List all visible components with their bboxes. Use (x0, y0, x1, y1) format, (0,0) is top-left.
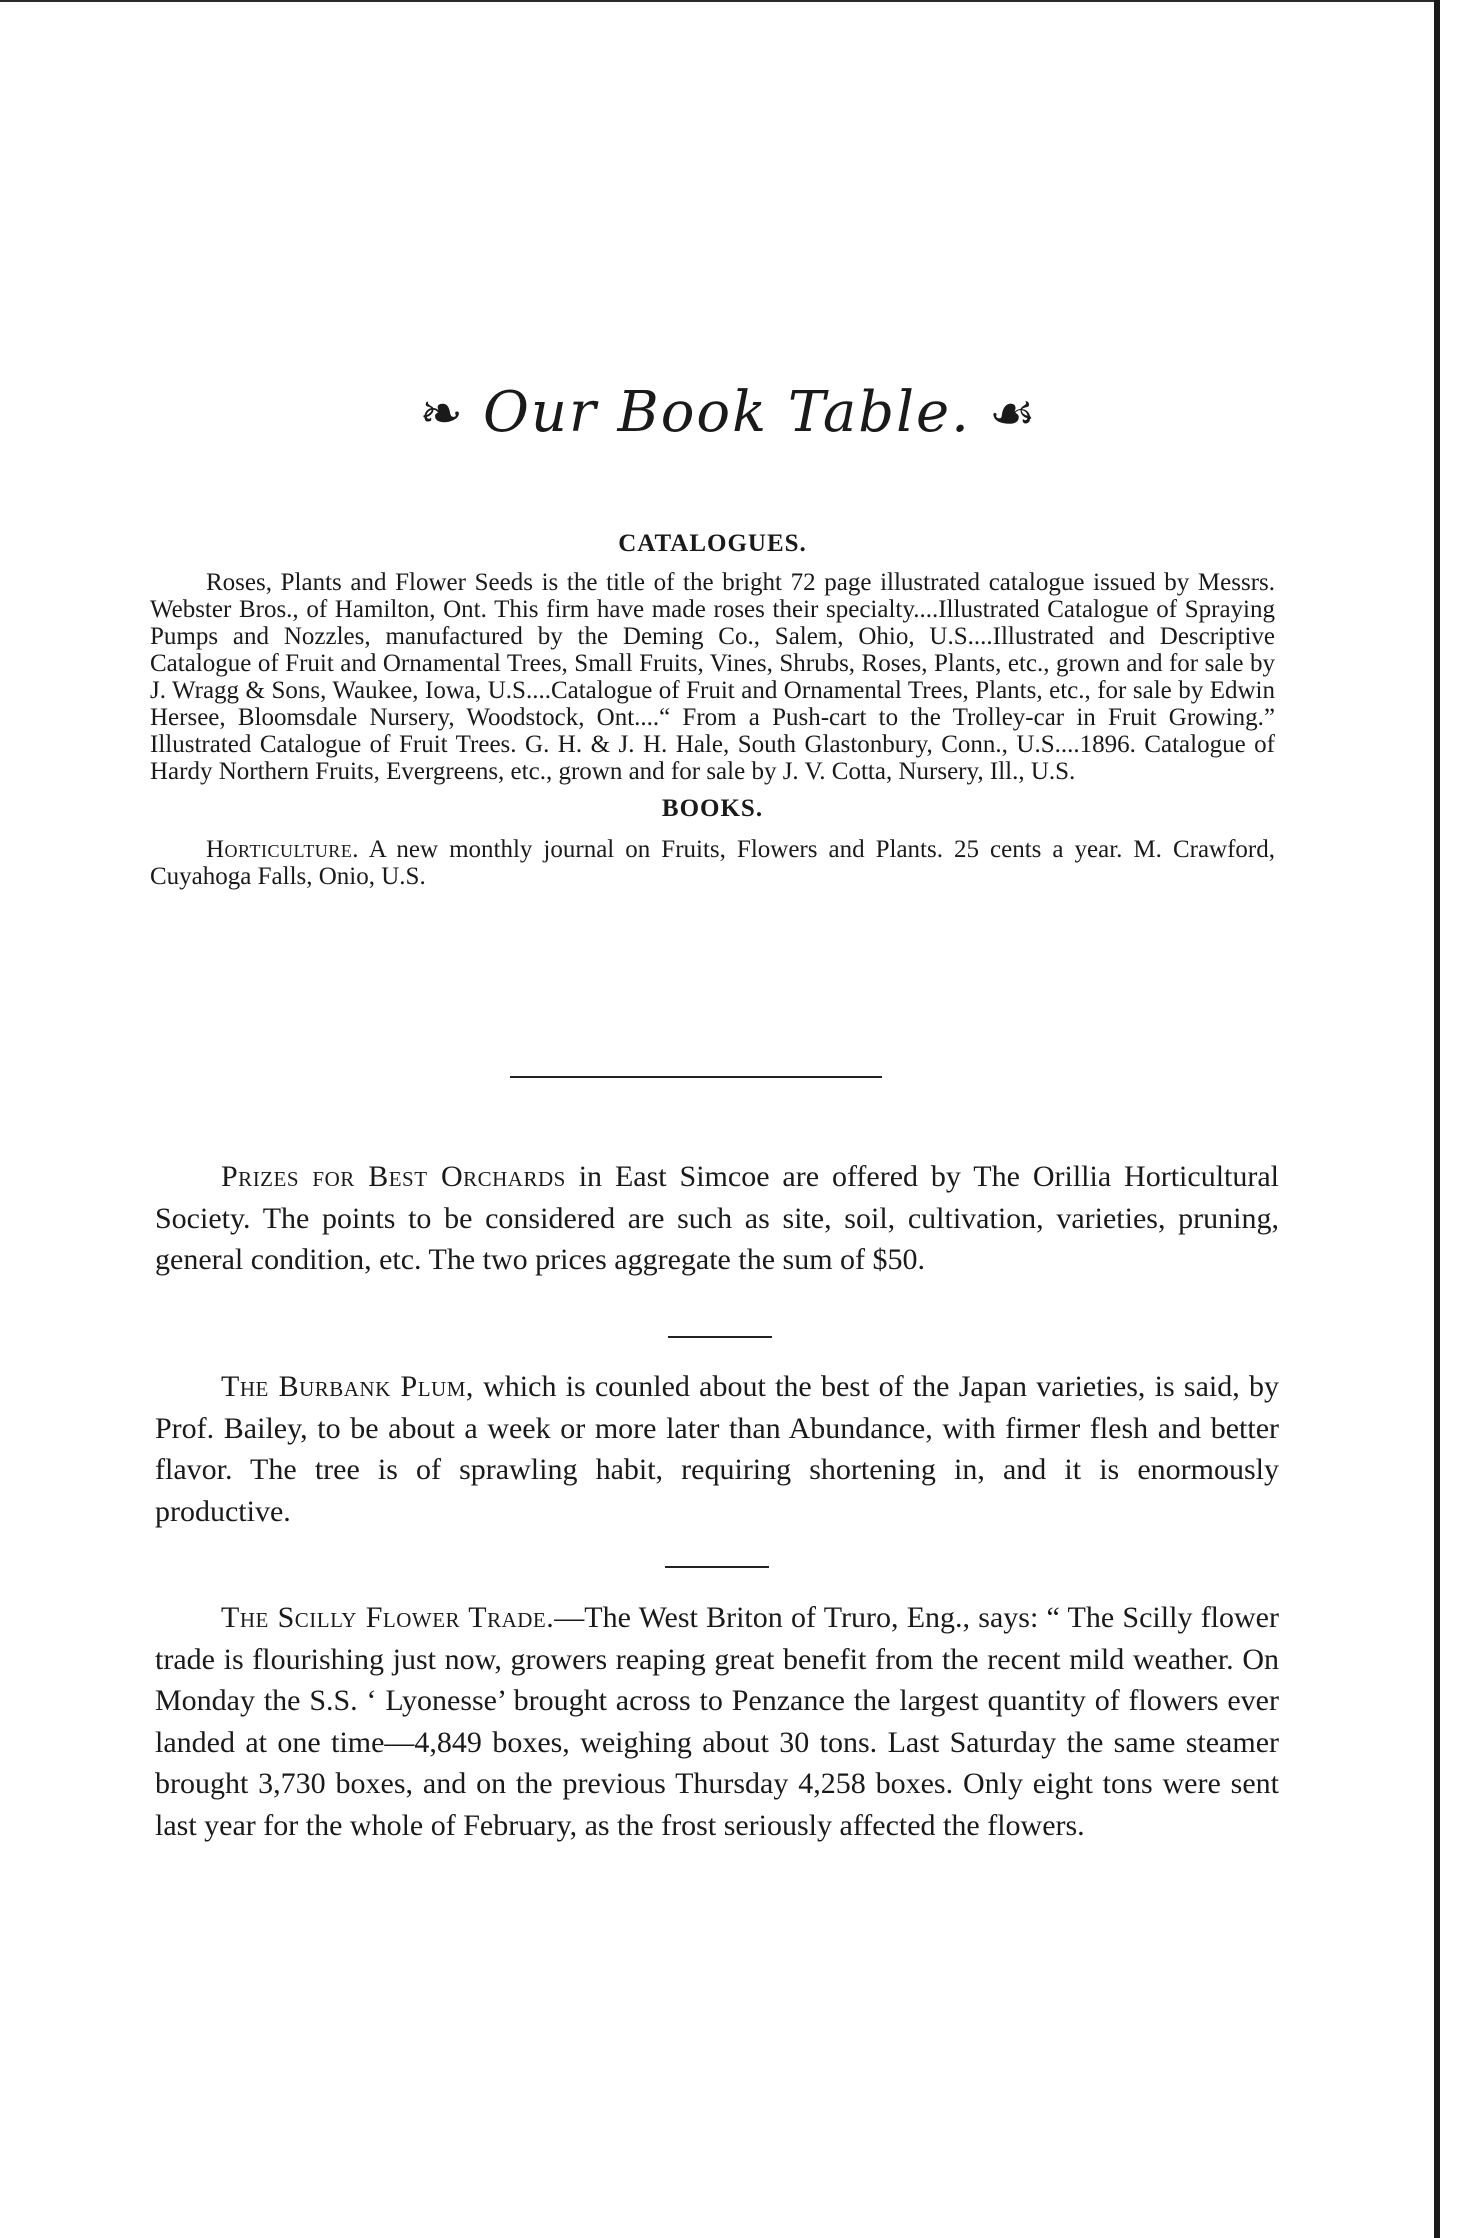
catalogues-text: Roses, Plants and Flower Seeds is the title of the bright 72 page illustrated catalogue issued by Messrs. Webster Bros., of Hamilton, Ont. This firm have made roses their specialty....Illustrated Catalogue of Spraying Pumps and Nozzles, manufactured by the Deming Co., Salem, Ohio, U.S....Illustrated and Descriptive Catalogue of Fruit and Ornamental Trees, Small Fruits, Vines, Shrubs, Roses, Plants, etc., grown and for sale by J. Wragg & Sons, Waukee, Iowa, U.S....Catalogue of Fruit and Ornamental Trees, Plants, etc., for sale by Edwin Hersee, Bloomsdale Nursery, Woodstock, Ont....“ From a Push-cart to the Trolley-car in Fruit Growing.” Illustrated Catalogue of Fruit Trees. G. H. & J. H. Hale, South Glastonbury, Conn., U.S....1896. Catalogue of Hardy Northern Fruits, Evergreens, etc., grown and for sale by J. V. Cotta, Nursery, Ill., U.S. (150, 569, 1275, 785)
article-divider (665, 1566, 769, 1568)
books-entry-text: A new monthly journal on Fruits, Flowers and Plants. 25 cents a year. M. Crawford, Cuyahoga Falls, Onio, U.S. (150, 836, 1275, 890)
article-burbank-plum-lead: The Burbank Plum, (221, 1370, 474, 1403)
catalogues-section (150, 530, 1275, 890)
right-border-rule (1434, 0, 1440, 2238)
top-border-rule (0, 0, 1435, 2)
article-scilly-flower-trade (155, 1597, 1279, 1846)
article-burbank-plum (155, 1366, 1279, 1532)
books-heading: BOOKS. (661, 795, 764, 822)
catalogues-heading: CATALOGUES. (618, 530, 807, 557)
article-burbank-plum-text: which is counled about the best of the Japan varieties, is said, by Prof. Bailey, to be about a week or more later than Abundance, with firmer flesh and better flavor. The tree is of sprawling habit, requiring shortening in, and it is enormously productive. (155, 1370, 1279, 1528)
page-title-text: Our Book Table. (483, 380, 971, 445)
article-prizes-text: in East Simcoe are offered by The Orillia Horticultural Society. The points to be considered are such as site, soil, cultivation, varieties, pruning, general condition, etc. The two prices aggregate the sum of $50. (155, 1160, 1280, 1276)
article-scilly-flower-trade-lead: The Scilly Flower Trade. (221, 1601, 555, 1634)
books-entry-lead: Horticulture. (206, 836, 360, 863)
article-prizes-lead: Prizes for Best Orchards (221, 1160, 566, 1193)
left-ornament-icon: ❧ (419, 384, 465, 444)
article-scilly-flower-trade-text: —The West Briton of Truro, Eng., says: “ The Scilly flower trade is flourishing just now, growers reaping great benefit from the recent mild weather. On Monday the S.S. ‘ Lyonesse’ brought across to Penzance the largest quantity of flowers ever landed at one time—4,849 boxes, weighing about 30 tons. Last Saturday the same steamer brought 3,730 boxes, and on the previous Thursday 4,258 boxes. Only eight tons were sent last year for the whole of February, as the frost seriously affected the flowers. (155, 1601, 1279, 1842)
section-divider (510, 1076, 882, 1078)
books-entry (150, 836, 1275, 890)
article-prizes (155, 1156, 1279, 1281)
right-ornament-icon: ☙ (988, 384, 1038, 444)
article-divider (668, 1336, 772, 1338)
page-title (0, 380, 1457, 445)
